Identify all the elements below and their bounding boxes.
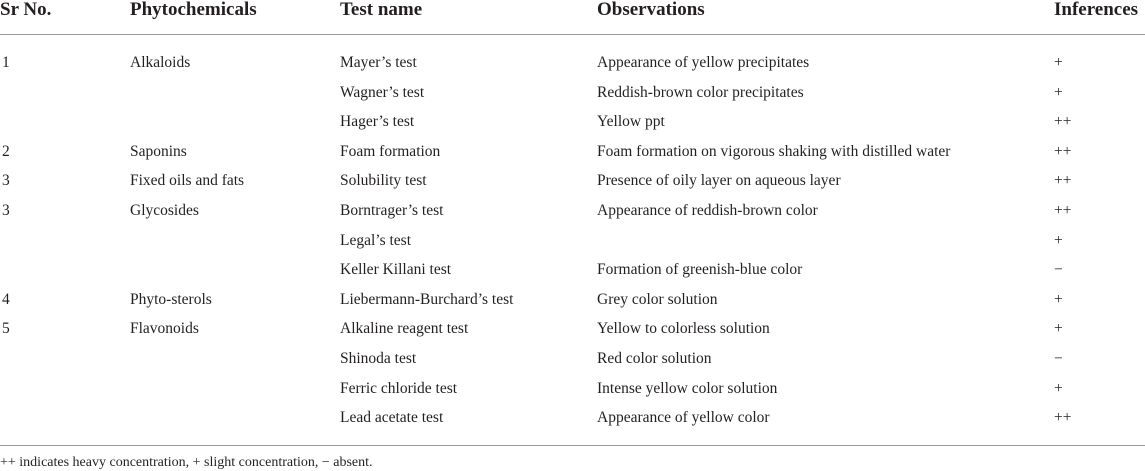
header-divider (0, 34, 1145, 35)
sr-no-cell: 3 (2, 201, 10, 219)
observation-cell: Appearance of reddish-brown color (597, 201, 818, 219)
inference-cell: ++ (1054, 142, 1072, 160)
table-footnote: ++ indicates heavy concentration, + slight concentration, − absent. (0, 455, 373, 470)
header-phytochemicals: Phytochemicals (130, 0, 257, 20)
table-row (0, 197, 1145, 227)
table-row (0, 167, 1145, 197)
phytochemical-cell: Flavonoids (130, 320, 199, 338)
test-name-cell: Mayer’s test (340, 54, 417, 71)
inference-cell: − (1054, 349, 1063, 367)
sr-no-cell: 4 (2, 290, 10, 308)
observation-cell: Foam formation on vigorous shaking with distilled water (597, 142, 951, 160)
test-name-cell: Keller Killani test (340, 261, 452, 279)
inference-cell: + (1054, 379, 1063, 397)
observation-cell: Intense yellow color solution (597, 379, 778, 397)
test-name-cell: Foam formation (340, 142, 441, 160)
inference-cell: + (1054, 54, 1063, 71)
observation-cell: Grey color solution (597, 290, 718, 308)
table-header-row (0, 0, 1145, 34)
observation-cell: Red color solution (597, 349, 712, 367)
sr-no-cell: 2 (2, 142, 10, 160)
test-name-cell: Shinoda test (340, 349, 417, 367)
table-bottom-rule (0, 445, 1145, 446)
header-inferences: Inferences (1054, 0, 1139, 20)
test-name-cell: Borntrager’s test (340, 201, 444, 219)
sr-no-cell: 3 (2, 172, 10, 190)
table-row (0, 79, 1145, 109)
inference-cell: ++ (1054, 172, 1072, 190)
observation-cell: Presence of oily layer on aqueous layer (597, 172, 841, 190)
test-name-cell: Liebermann-Burchard’s test (340, 290, 514, 308)
inference-cell: − (1054, 261, 1063, 279)
test-name-cell: Legal’s test (340, 231, 412, 249)
table-row (0, 108, 1145, 138)
table-row (0, 315, 1145, 345)
inference-cell: ++ (1054, 113, 1072, 131)
inference-cell: + (1054, 290, 1063, 308)
inference-cell: + (1054, 320, 1063, 338)
table-row (0, 375, 1145, 405)
phytochemical-cell: Saponins (130, 142, 187, 160)
inference-cell: + (1054, 231, 1063, 249)
observation-cell: Formation of greenish-blue color (597, 261, 803, 279)
table-row (0, 404, 1145, 434)
test-name-cell: Lead acetate test (340, 409, 444, 427)
observation-cell: Reddish-brown color precipitates (597, 83, 804, 101)
table-row (0, 227, 1145, 257)
table-row (0, 138, 1145, 168)
observation-cell: Yellow ppt (597, 113, 665, 131)
observation-cell: Appearance of yellow color (597, 409, 770, 427)
header-observations: Observations (597, 0, 705, 20)
test-name-cell: Wagner’s test (340, 83, 425, 101)
inference-cell: + (1054, 83, 1063, 101)
phytochemical-cell: Glycosides (130, 201, 199, 219)
test-name-cell: Hager’s test (340, 113, 415, 131)
test-name-cell: Alkaline reagent test (340, 320, 469, 338)
table-row (0, 49, 1145, 79)
observation-cell: Appearance of yellow precipitates (597, 54, 810, 71)
sr-no-cell: 1 (2, 54, 10, 71)
header-sr-no: Sr No. (0, 0, 52, 20)
inference-cell: ++ (1054, 409, 1072, 427)
phytochemical-cell: Alkaloids (130, 54, 191, 71)
table-body (0, 49, 1145, 434)
table-row (0, 345, 1145, 375)
table-row (0, 256, 1145, 286)
test-name-cell: Solubility test (340, 172, 427, 190)
table-row (0, 286, 1145, 316)
observation-cell: Yellow to colorless solution (597, 320, 770, 338)
phytochemical-cell: Phyto-sterols (130, 290, 212, 308)
sr-no-cell: 5 (2, 320, 10, 338)
header-test-name: Test name (340, 0, 423, 20)
test-name-cell: Ferric chloride test (340, 379, 458, 397)
inference-cell: ++ (1054, 201, 1072, 219)
phytochemical-cell: Fixed oils and fats (130, 172, 245, 190)
